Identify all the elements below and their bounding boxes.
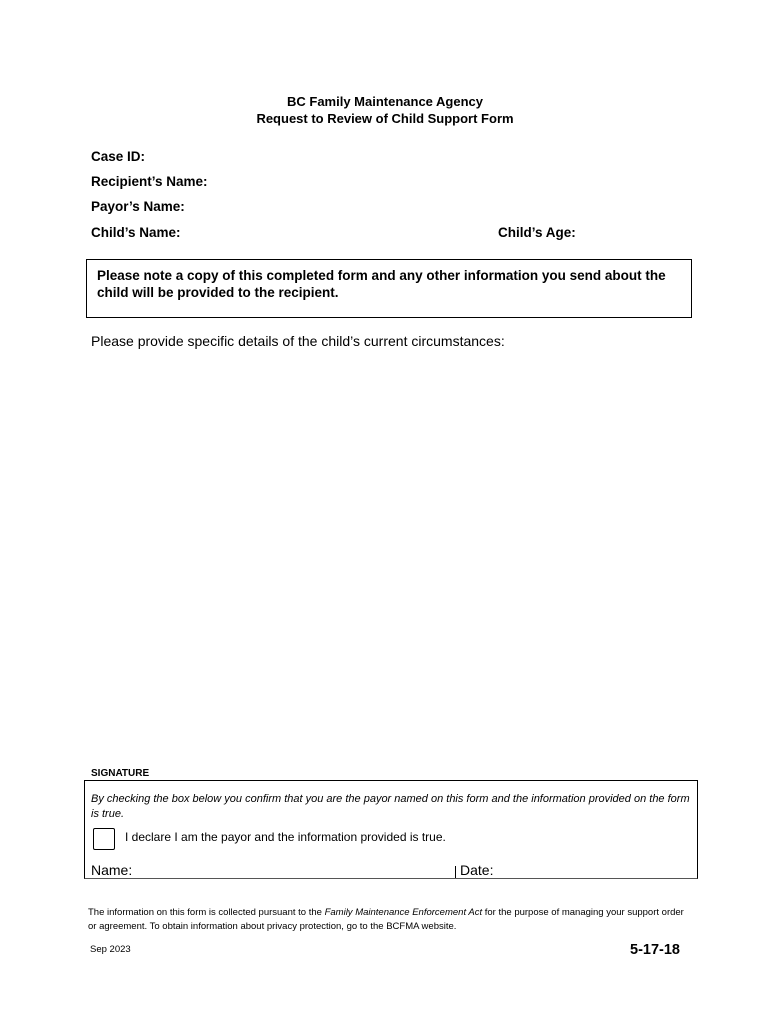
privacy-footer	[88, 906, 688, 934]
footer-text-before: The information on this form is collected pursuant to the	[88, 907, 325, 918]
name-date-divider	[455, 866, 456, 878]
agency-title: BC Family Maintenance Agency	[286, 94, 483, 109]
child-name-label: Child’s Name:	[91, 225, 181, 240]
recipient-notice-box: Please note a copy of this completed form and any other information you send about the child will be provided to the recipient.	[86, 259, 692, 318]
details-label: Please provide specific details of the child’s current circumstances:	[91, 333, 505, 349]
form-date: Sep 2023	[90, 944, 131, 955]
signature-date-label: Date:	[460, 862, 494, 878]
declaration-checkbox[interactable]	[93, 828, 115, 850]
case-id-label: Case ID:	[91, 149, 146, 164]
declaration-label: I declare I am the payor and the information provided is true.	[125, 830, 446, 844]
signature-name-label: Name:	[91, 862, 133, 878]
child-age-label: Child’s Age:	[498, 225, 576, 240]
form-code: 5-17-18	[630, 942, 680, 958]
signature-heading: SIGNATURE	[91, 768, 150, 779]
footer-act-name: Family Maintenance Enforcement Act	[324, 907, 483, 918]
signature-confirm-text: By checking the box below you confirm that you are the payor named on this form and the information provided on the form is true.	[91, 793, 690, 820]
recipient-name-label: Recipient’s Name:	[91, 174, 208, 189]
payor-name-label: Payor’s Name:	[91, 199, 185, 214]
form-title: Request to Review of Child Support Form	[256, 111, 514, 126]
footer-text-after: for the purpose of managing your support order or agreement. To obtain information about privacy protection, go to the BCFMA website.	[88, 907, 684, 932]
